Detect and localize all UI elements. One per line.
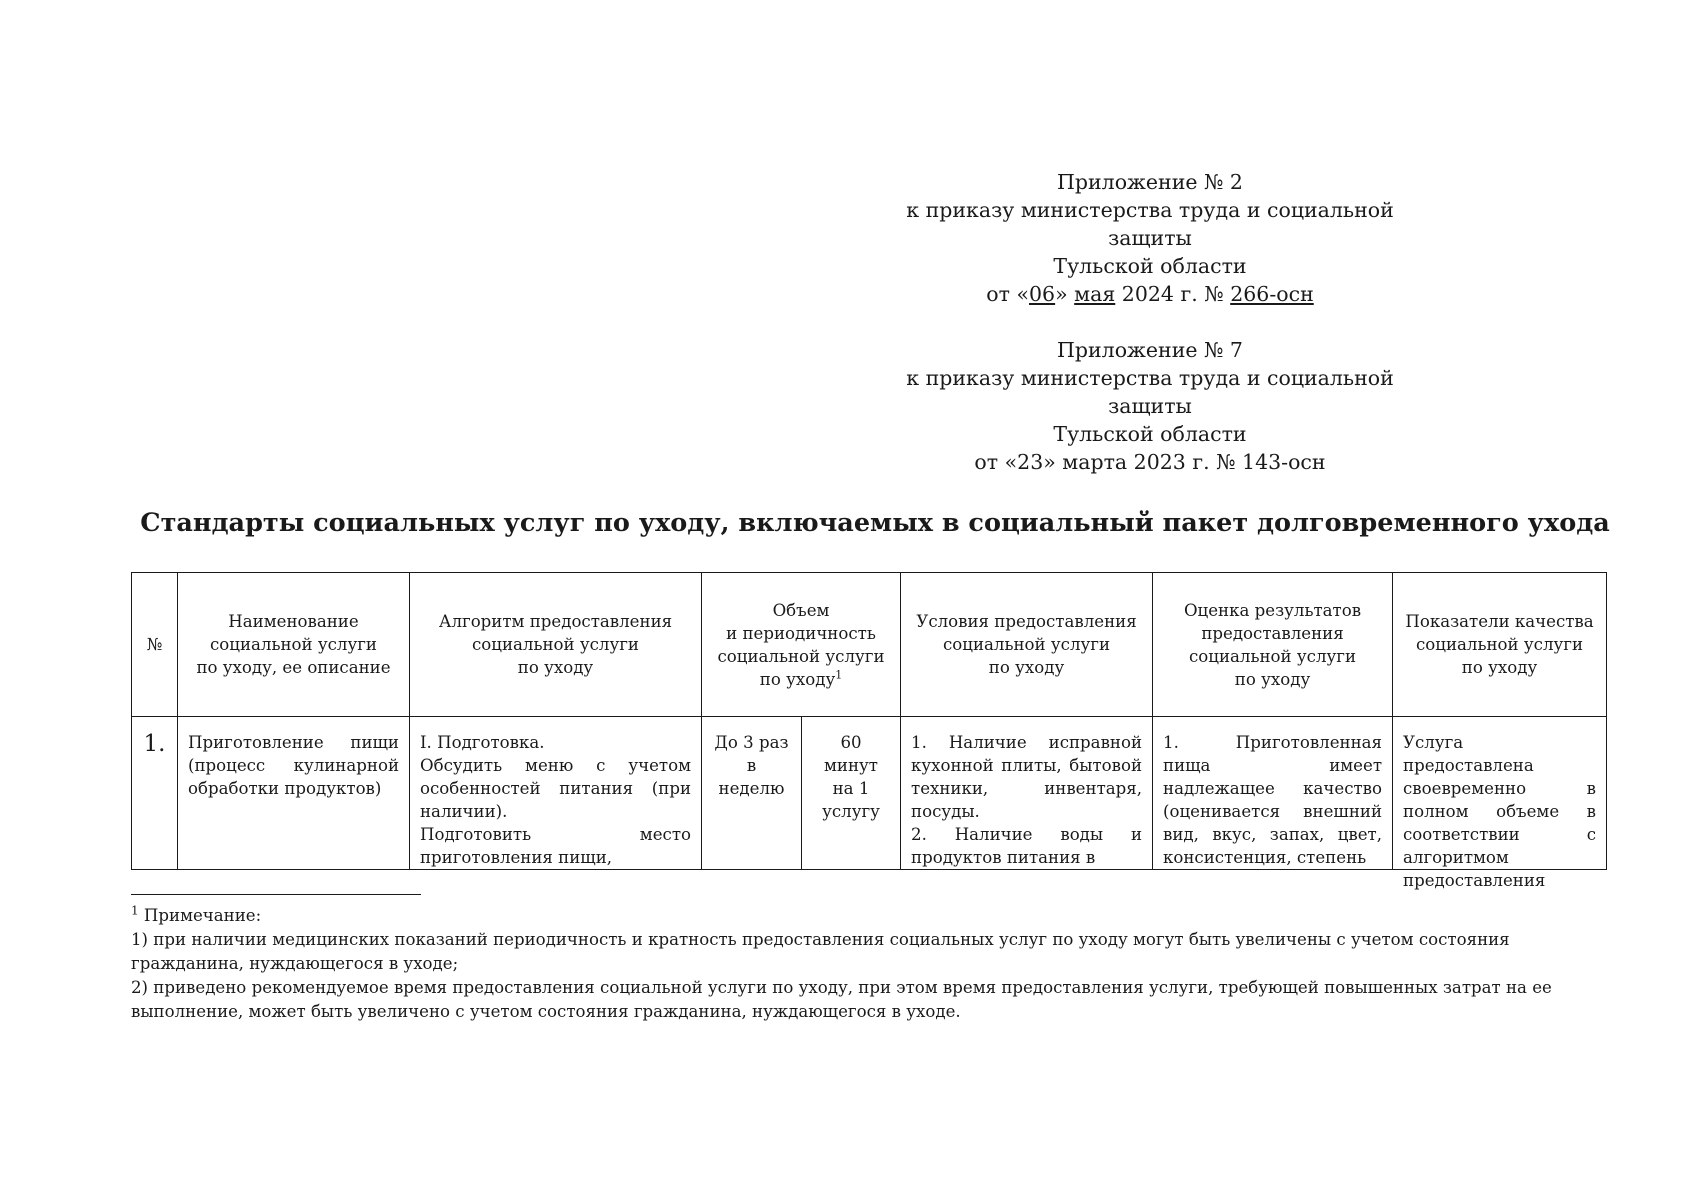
footnote — [131, 904, 1611, 1024]
header-volume-periodicity: Объем и периодичность социальной услуги по уходу$^1$ — [702, 573, 901, 717]
row-num: 1. — [132, 717, 178, 870]
row-duration: 60 минут на 1 услугу — [802, 717, 901, 870]
appendix-7-number: Приложение № 7 — [1057, 338, 1243, 362]
footnote-item-2: 2) приведено рекомендуемое время предоставления социальной услуги по уходу, при этом время предоставления услуги, требующей повышенных затрат на ее выполнение, может быть увеличено с учетом состояния гражданина, нуждающегося в уходе. — [131, 978, 1552, 1021]
appendix-7-order-ref: к приказу министерства труда и социальной защиты — [906, 366, 1394, 418]
footnote-divider — [131, 894, 421, 895]
footnote-item-1: 1) при наличии медицинских показаний периодичность и кратность предоставления социальных услуг по уходу могут быть увеличены с учетом состояния гражданина, нуждающегося в уходе; — [131, 930, 1510, 973]
header-quality: Показатели качества социальной услуги по уходу — [1393, 573, 1607, 717]
header-conditions: Условия предоставления социальной услуги по уходу — [901, 573, 1153, 717]
row-frequency: До 3 раз в неделю — [702, 717, 802, 870]
row-algorithm: I. Подготовка. Обсудить меню с учетом особенностей питания (при наличии). Подготовить место приготовления пищи, — [410, 717, 702, 870]
appendix-2-day: 06 — [1029, 282, 1056, 306]
appendix-7-header — [870, 336, 1430, 476]
row-conditions: 1. Наличие исправной кухонной плиты, бытовой техники, инвентаря, посуды. 2. Наличие воды и продуктов питания в — [901, 717, 1153, 870]
row-evaluation: 1. Приготовленная пища имеет надлежащее качество (оценивается внешний вид, вкус, запах, цвет, консистенция, степень — [1153, 717, 1393, 870]
header-algorithm: Алгоритм предоставления социальной услуги по уходу — [410, 573, 702, 717]
header-service-name: Наименование социальной услуги по уходу, ее описание — [178, 573, 410, 717]
appendix-7-date: от «23» марта 2023 г. № 143-осн — [974, 450, 1326, 474]
appendix-2-order-ref: к приказу министерства труда и социальной защиты — [906, 198, 1394, 250]
table-header-row — [132, 573, 1607, 717]
footnote-reference: 1 — [835, 667, 843, 681]
appendix-7-region: Тульской области — [1053, 422, 1247, 446]
row-service-name: Приготовление пищи (процесс кулинарной обработки продуктов) — [178, 717, 410, 870]
appendix-2-number: Приложение № 2 — [1057, 170, 1243, 194]
footnote-mark: 1 — [131, 903, 139, 918]
appendix-2-header — [870, 168, 1430, 308]
header-evaluation: Оценка результатов предоставления социальной услуги по уходу — [1153, 573, 1393, 717]
table-row — [132, 717, 1607, 870]
appendix-2-date: от «06» мая 2024 г. № 266-осн — [986, 282, 1314, 306]
document-title: Стандарты социальных услуг по уходу, включаемых в социальный пакет долговременного ухода — [140, 508, 1610, 538]
appendix-2-month: мая — [1074, 282, 1116, 306]
standards-table — [131, 572, 1607, 890]
footnote-heading: Примечание: — [143, 906, 262, 925]
header-num: № — [132, 573, 178, 717]
row-quality: Услуга предоставлена своевременно в полном объеме в соответствии с алгоритмом предоставления — [1393, 717, 1607, 870]
appendix-2-region: Тульской области — [1053, 254, 1247, 278]
appendix-2-order-number: 266-осн — [1230, 282, 1314, 306]
